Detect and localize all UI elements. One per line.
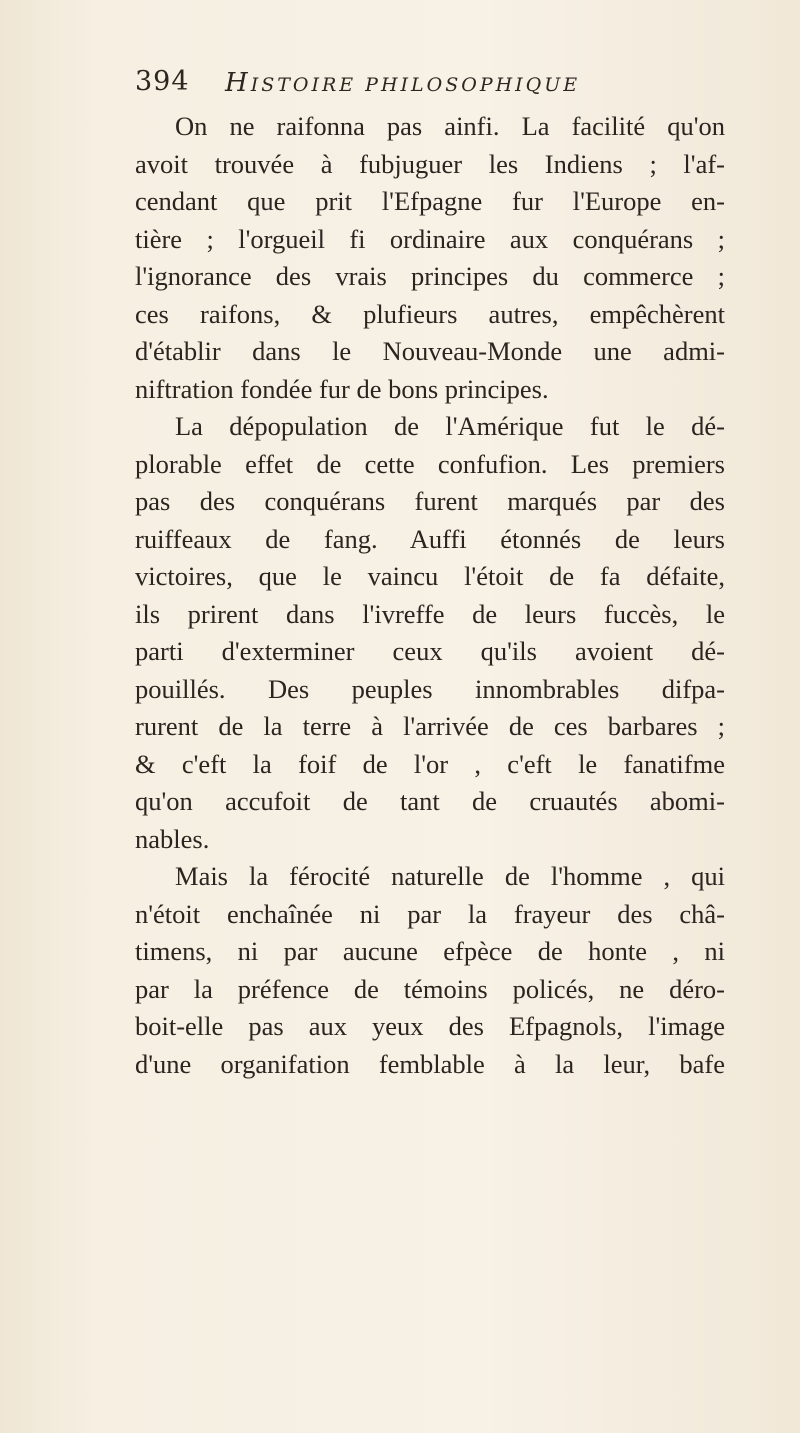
text-line: victoires, que le vaincu l'étoit de fa défaite, xyxy=(135,561,725,591)
text-line: parti d'exterminer ceux qu'ils avoient dé- xyxy=(135,636,725,666)
page-header xyxy=(135,66,720,106)
text-line: rurent de la terre à l'arrivée de ces barbares ; xyxy=(135,711,725,741)
running-head: HISTOIRE PHILOSOPHIQUE xyxy=(225,68,581,98)
text-line: avoit trouvée à fubjuguer les Indiens ; l'af- xyxy=(135,148,725,179)
text-line: niftration fondée fur de bons principes. xyxy=(135,373,549,404)
body-text xyxy=(135,108,725,1083)
text-line: d'une organifation femblable à la leur, bafe xyxy=(135,1048,725,1079)
text-line: & c'eft la foif de l'or , c'eft le fanatifme xyxy=(135,748,725,779)
text-line: d'établir dans le Nouveau-Monde une admi- xyxy=(135,336,725,366)
text-line: par la préfence de témoins policés, ne déro- xyxy=(135,973,725,1004)
page-number: 394 xyxy=(135,66,190,97)
text-line: pas des conquérans furent marqués par des xyxy=(135,486,725,516)
text-line: pouillés. Des peuples innombrables difpa- xyxy=(135,673,725,704)
text-line: On ne raifonna pas ainfi. La facilité qu'on xyxy=(175,111,725,141)
text-line: ils prirent dans l'ivreffe de leurs fuccès, le xyxy=(135,598,725,629)
text-line: La dépopulation de l'Amérique fut le dé- xyxy=(175,411,725,441)
text-line: timens, ni par aucune efpèce de honte , ni xyxy=(135,936,725,966)
text-line: tière ; l'orgueil fi ordinaire aux conquérans ; xyxy=(135,223,725,254)
text-line: l'ignorance des vrais principes du commerce ; xyxy=(135,261,725,291)
text-line: ruiffeaux de fang. Auffi étonnés de leurs xyxy=(135,523,725,554)
text-line: n'étoit enchaînée ni par la frayeur des châ- xyxy=(135,898,725,929)
text-line: ces raifons, & plufieurs autres, empêchèrent xyxy=(135,298,725,329)
text-line: cendant que prit l'Efpagne fur l'Europe en- xyxy=(135,186,725,216)
text-line: Mais la férocité naturelle de l'homme , qui xyxy=(175,861,725,891)
text-line: boit-elle pas aux yeux des Efpagnols, l'image xyxy=(135,1011,725,1041)
text-line: qu'on accufoit de tant de cruautés abomi- xyxy=(135,786,725,816)
text-line: plorable effet de cette confufion. Les premiers xyxy=(135,448,725,479)
text-line: nables. xyxy=(135,823,210,854)
